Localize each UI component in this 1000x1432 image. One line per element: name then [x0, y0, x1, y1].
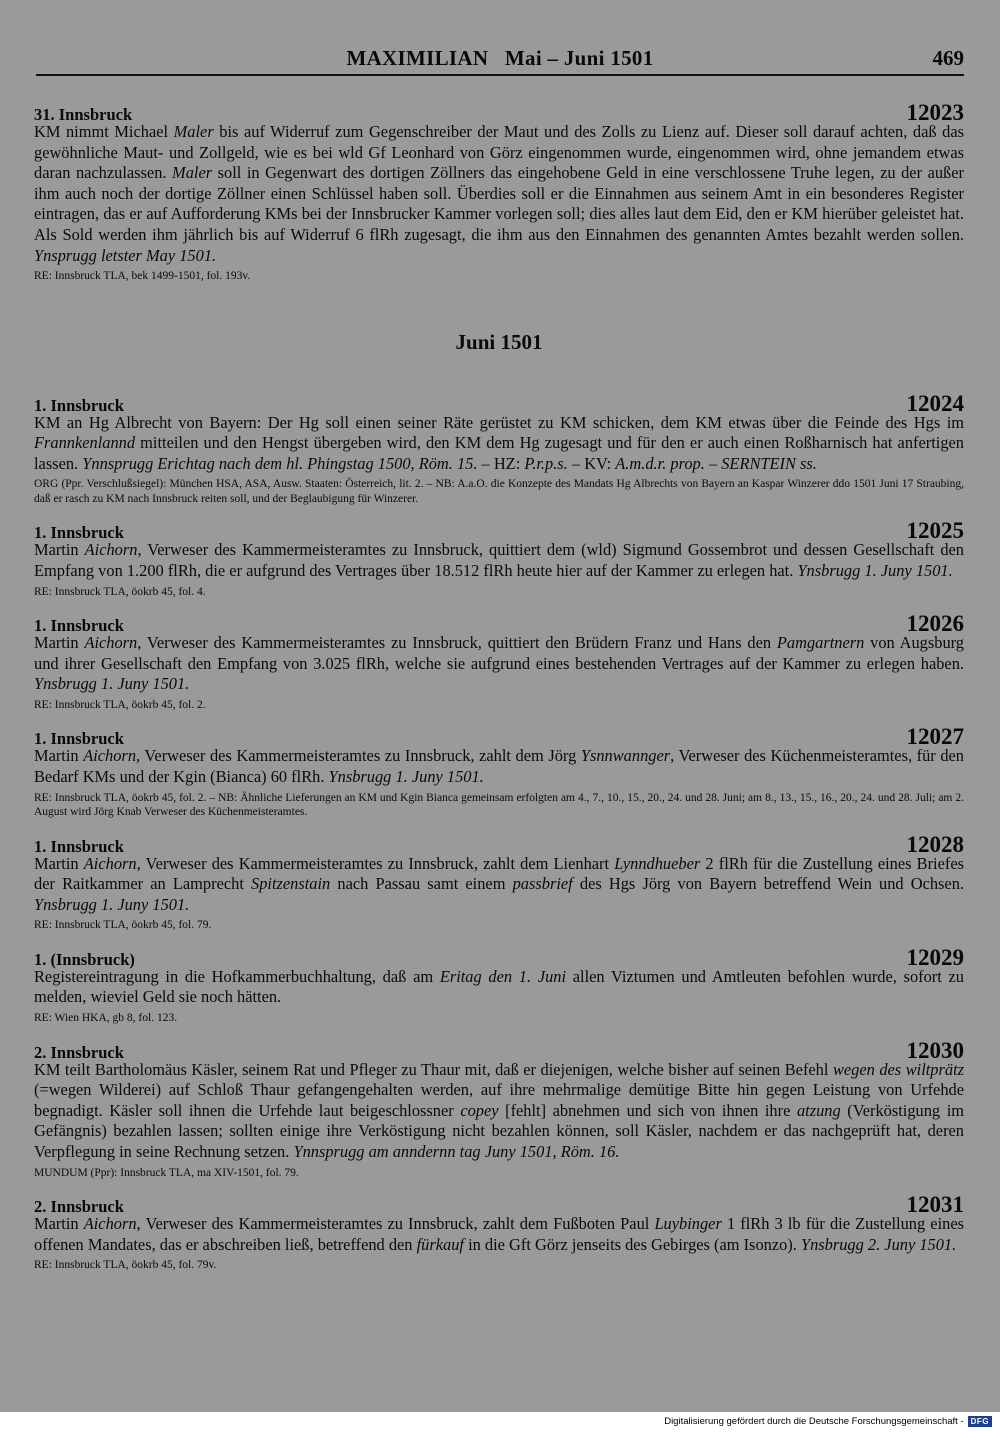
entry-12028 — [34, 832, 964, 933]
entry-12027 — [34, 724, 964, 819]
italic-text: copey — [460, 1100, 499, 1120]
italic-text: passbrief — [512, 874, 573, 894]
entry-header — [34, 831, 964, 857]
entry-place: 1. Innsbruck — [34, 729, 124, 749]
entry-place: 1. Innsbruck — [34, 836, 124, 856]
entry-place: 1. Innsbruck — [34, 395, 124, 415]
entry-number: 12026 — [906, 611, 964, 637]
text-run: des Hgs Jörg von Bayern betreffend Wein und Ochsen. — [572, 874, 964, 894]
entry-text — [34, 122, 964, 266]
text-run: Martin — [34, 746, 84, 766]
entry-12031 — [34, 1192, 964, 1273]
italic-text: Aichorn — [83, 853, 137, 873]
italic-text: Aichorn — [84, 633, 138, 653]
italic-text: Aichorn — [84, 540, 138, 560]
entry-text — [34, 967, 964, 1008]
italic-text: atzung — [796, 1100, 841, 1120]
text-run: [fehlt] abnehmen und sich von ihnen ihre — [498, 1100, 797, 1120]
footer — [664, 1416, 992, 1427]
entry-place: 2. Innsbruck — [34, 1042, 124, 1062]
text-run: , Verweser des Küchenmeisteramtes, für den Bedarf KMs und der Kgin (Bianca) 60 flRh. — [34, 746, 964, 786]
dfg-logo: DFG — [968, 1416, 992, 1427]
entry-source: ORG (Ppr. Verschlußsiegel): München HSA, ASA, Ausw. Staaten: Österreich, lit. 2. – NB: A.a.O. die Konzepte des Mandats Hg Albrechts von Bayern an Kaspar Winzerer ddo 1501 Juni 17 Straubing, daß er rasch zu KM nach Innsbruck reiten soll, und der Beglaubigung für Winzerer. — [34, 478, 964, 505]
entry-place: 1. Innsbruck — [34, 616, 124, 636]
text-run: – KV: — [567, 453, 616, 473]
text-run: , Verweser des Kammermeisteramtes zu Innsbruck, quittiert den Brüdern Franz und Hans den — [137, 633, 777, 653]
entry-source: RE: Innsbruck TLA, bek 1499-1501, fol. 193v. — [34, 270, 251, 283]
italic-text: Ynsprugg letster May 1501. — [34, 245, 217, 265]
italic-text: Aichorn — [83, 1214, 137, 1234]
footer-text: Digitalisierung gefördert durch die Deutsche Forschungsgemeinschaft - — [664, 1416, 964, 1427]
italic-text: Frannkenlannd — [34, 433, 136, 453]
text-run: bis auf Widerruf zum Gegenschreiber der Maut und des Zolls zu Lienz auf. Dieser soll darauf achten, daß das gewöhnliche Maut- und Zollgeld, wie es bei wld Gf Leonhard von Görz eingenommen wurde, eingenommen wird, ohne jemandem etwas daran nachzulassen. — [34, 122, 964, 183]
entry-place: 2. Innsbruck — [34, 1197, 124, 1217]
text-run: Martin — [34, 1214, 84, 1234]
italic-text: Ynsbrugg 2. Juny 1501. — [800, 1234, 957, 1254]
entry-12030 — [34, 1038, 964, 1180]
text-run: 1 flRh 3 lb für die Zustellung eines offenen Mandates, das er abschreiben ließ, betreffend den — [34, 1214, 964, 1254]
entry-header — [34, 944, 964, 970]
entry-header — [34, 611, 964, 637]
text-run: (Verköstigung im Gefängnis) bezahlen lassen; sollten einige ihre Verköstigung nicht bezahlen können, soll Käsler, nachdem er das nachgeprüft hat, deren Verpflegung in seine Rechnung setzen. — [34, 1100, 965, 1161]
italic-text: SERNTEIN ss. — [721, 453, 817, 473]
italic-text: P.r.p.s. — [524, 453, 568, 473]
entry-place: 31. Innsbruck — [34, 105, 133, 124]
text-run: KM nimmt Michael — [34, 122, 174, 141]
entry-source: RE: Innsbruck TLA, öokrb 45, fol. 4. — [34, 585, 206, 598]
italic-text: Luybinger — [654, 1214, 722, 1234]
entry-12024 — [34, 391, 964, 507]
italic-text: fürkauf — [416, 1234, 464, 1254]
entry-header — [34, 1037, 964, 1063]
text-run: mitteilen und den Hengst übergeben wird, den KM dem Hg zugesagt und für den er auch einen Roßharnisch hat anfertigen lassen. — [34, 433, 964, 473]
text-run: , Verweser des Kammermeisteramtes zu Innsbruck, zahlt dem Jörg — [136, 746, 581, 766]
page-number: 469 — [932, 46, 964, 70]
text-run: 2 flRh für die Zustellung eines Briefes der Raitkammer an Lamprecht — [34, 853, 964, 894]
entry-source: RE: Innsbruck TLA, öokrb 45, fol. 79. — [34, 919, 212, 932]
entry-text — [34, 1060, 964, 1163]
text-run: nach Passau samt einem — [330, 874, 513, 894]
entry-number: 12031 — [906, 1192, 964, 1218]
italic-text: Ynsbrugg 1. Juny 1501. — [797, 561, 953, 581]
italic-text: Maler — [172, 163, 213, 183]
entry-header — [34, 1192, 964, 1218]
italic-text: A.m.d.r. prop. — [615, 453, 705, 473]
entry-text — [34, 746, 964, 787]
entry-text — [34, 540, 964, 581]
italic-text: Maler — [173, 122, 214, 141]
italic-text: Pamgartnern — [776, 633, 865, 653]
page-header — [36, 46, 964, 76]
entry-12026 — [34, 611, 964, 712]
text-run: Martin — [34, 633, 85, 653]
entry-place: 1. Innsbruck — [34, 523, 124, 543]
text-run: , Verweser des Kammermeisteramtes zu Innsbruck, zahlt dem Fußboten Paul — [136, 1214, 655, 1234]
italic-text: Lynndhueber — [614, 853, 701, 873]
entry-text — [34, 854, 964, 916]
content — [34, 100, 964, 1285]
text-run: Registereintragung in die Hofkammerbuchhaltung, daß am — [34, 966, 440, 986]
text-run: allen Viztumen und Amtleuten befohlen wurde, sofort zu melden, wieviel Geld sie noch hätten. — [34, 966, 964, 1007]
entries-june — [34, 391, 964, 1273]
italic-text: wegen des wiltprätz — [832, 1059, 964, 1079]
entry-source: RE: Innsbruck TLA, öokrb 45, fol. 2. — [34, 698, 206, 711]
text-run: von Augsburg und ihrer Gesellschaft den Empfang von 3.025 flRh, welche sie aufgrund eines bestehenden Vertrages auf der Kammer zu erlegen haben. — [34, 633, 965, 673]
entry-source: RE: Innsbruck TLA, öokrb 45, fol. 79v. — [34, 1259, 217, 1272]
text-run: KM an Hg Albrecht von Bayern: Der Hg soll einen seiner Räte gerüstet zu KM schicken, dem KM etwas über die Feinde des Hgs im — [34, 412, 964, 432]
entry-number: 12023 — [906, 100, 964, 125]
entry-number: 12028 — [906, 831, 964, 857]
entry-text — [34, 1214, 964, 1255]
entry-12025 — [34, 518, 964, 599]
entry-text — [34, 633, 964, 695]
text-run: , Verweser des Kammermeisteramtes zu Innsbruck, quittiert dem (wld) Sigmund Gossembrot und dessen Gesellschaft den Empfang von 1.200 flRh, die er aufgrund des Vertrages über 18.512 flRh heute hier auf der Kammer zu erlegen hat. — [34, 540, 964, 581]
italic-text: Ynsbrugg 1. Juny 1501. — [34, 674, 190, 694]
entry-source: MUNDUM (Ppr): Innsbruck TLA, ma XIV-1501, fol. 79. — [34, 1166, 299, 1179]
entry-number: 12025 — [906, 518, 964, 544]
italic-text: Aichorn — [83, 746, 137, 766]
entry-header — [34, 390, 964, 416]
text-run: Martin — [34, 540, 85, 560]
italic-text: Ynnsprugg Erichtag nach dem hl. Phingstag 1500, Röm. 15. — [82, 453, 478, 473]
italic-text: Ynsbrugg 1. Juny 1501. — [34, 894, 190, 914]
italic-text: Ynsbrugg 1. Juny 1501. — [328, 767, 484, 786]
entries-may — [34, 100, 964, 284]
entry-number: 12030 — [906, 1037, 964, 1063]
entry-12023 — [34, 100, 964, 284]
text-run: – HZ: — [477, 453, 525, 473]
entry-source: RE: Innsbruck TLA, öokrb 45, fol. 2. – NB: Ähnliche Lieferungen an KM und Kgin Bianca gemeinsam erfolgten am 4., 7., 10., 15., 20., 24. und 28. Juni; am 8., 13., 15., 16., 20., 24. und 28. Juli; am 2. August wird Jörg Knab Verweser des Küchenmeisteramtes. — [34, 791, 964, 819]
entry-12029 — [34, 945, 964, 1026]
text-run: in die Gft Görz jenseits des Gebirges (am Isonzo). — [463, 1234, 801, 1254]
text-run: Martin — [34, 853, 84, 873]
entry-number: 12024 — [906, 390, 964, 416]
entry-text — [34, 413, 964, 475]
running-title: MAXIMILIAN Mai – Juni 1501 — [346, 46, 654, 70]
entry-header — [34, 518, 964, 544]
entry-number: 12029 — [906, 944, 964, 970]
header-rule — [36, 74, 964, 76]
entry-number: 12027 — [906, 724, 964, 750]
entry-source: RE: Wien HKA, gb 8, fol. 123. — [34, 1012, 178, 1025]
text-run: KM teilt Bartholomäus Käsler, seinem Rat und Pfleger zu Thaur mit, daß er diejenigen, welche bisher auf seinen Befehl — [34, 1059, 833, 1079]
italic-text: Eritag den 1. Juni — [439, 966, 567, 986]
text-run: – — [704, 453, 722, 473]
entry-header — [34, 724, 964, 750]
entry-place: 1. (Innsbruck) — [34, 949, 135, 969]
text-run: (=wegen Wilderei) auf Schloß Thaur gefangengehalten werden, auf ihre mehrmalige demütige Bitte hin gegen Leistung von Urfehde begnadigt. Käsler soll ihnen die Urfehde laut beigeschlossner — [34, 1080, 964, 1120]
text-run: , Verweser des Kammermeisteramtes zu Innsbruck, zahlt dem Lienhart — [136, 853, 615, 873]
text-run: soll in Gegenwart des dortigen Zöllners das eingehobene Geld in eine verschlossene Truhe legen, zu der außer ihm auch noch der dortige Zöllner einen Schlüssel haben soll. Überdies soll er die Einnahmen aus seinem Amt in ein besonderes Register eintragen, das er auf Aufforderung KMs bei der Innsbrucker Kammer vorlegen soll; dies alles laut dem Eid, den er KM hierüber geleistet hat. Als Sold werden ihm jährlich bis auf Widerruf 6 flRh zugesagt, die ihm aus den Einnahmen des genannten Amtes bezahlt werden sollen. — [34, 163, 964, 244]
italic-text: Ysnnwannger — [580, 746, 671, 766]
month-heading: Juni 1501 — [455, 329, 543, 354]
italic-text: Spitzenstain — [251, 874, 331, 894]
entry-header — [34, 100, 964, 125]
italic-text: Ynnsprugg am anndernn tag Juny 1501, Röm. 16. — [293, 1141, 620, 1161]
